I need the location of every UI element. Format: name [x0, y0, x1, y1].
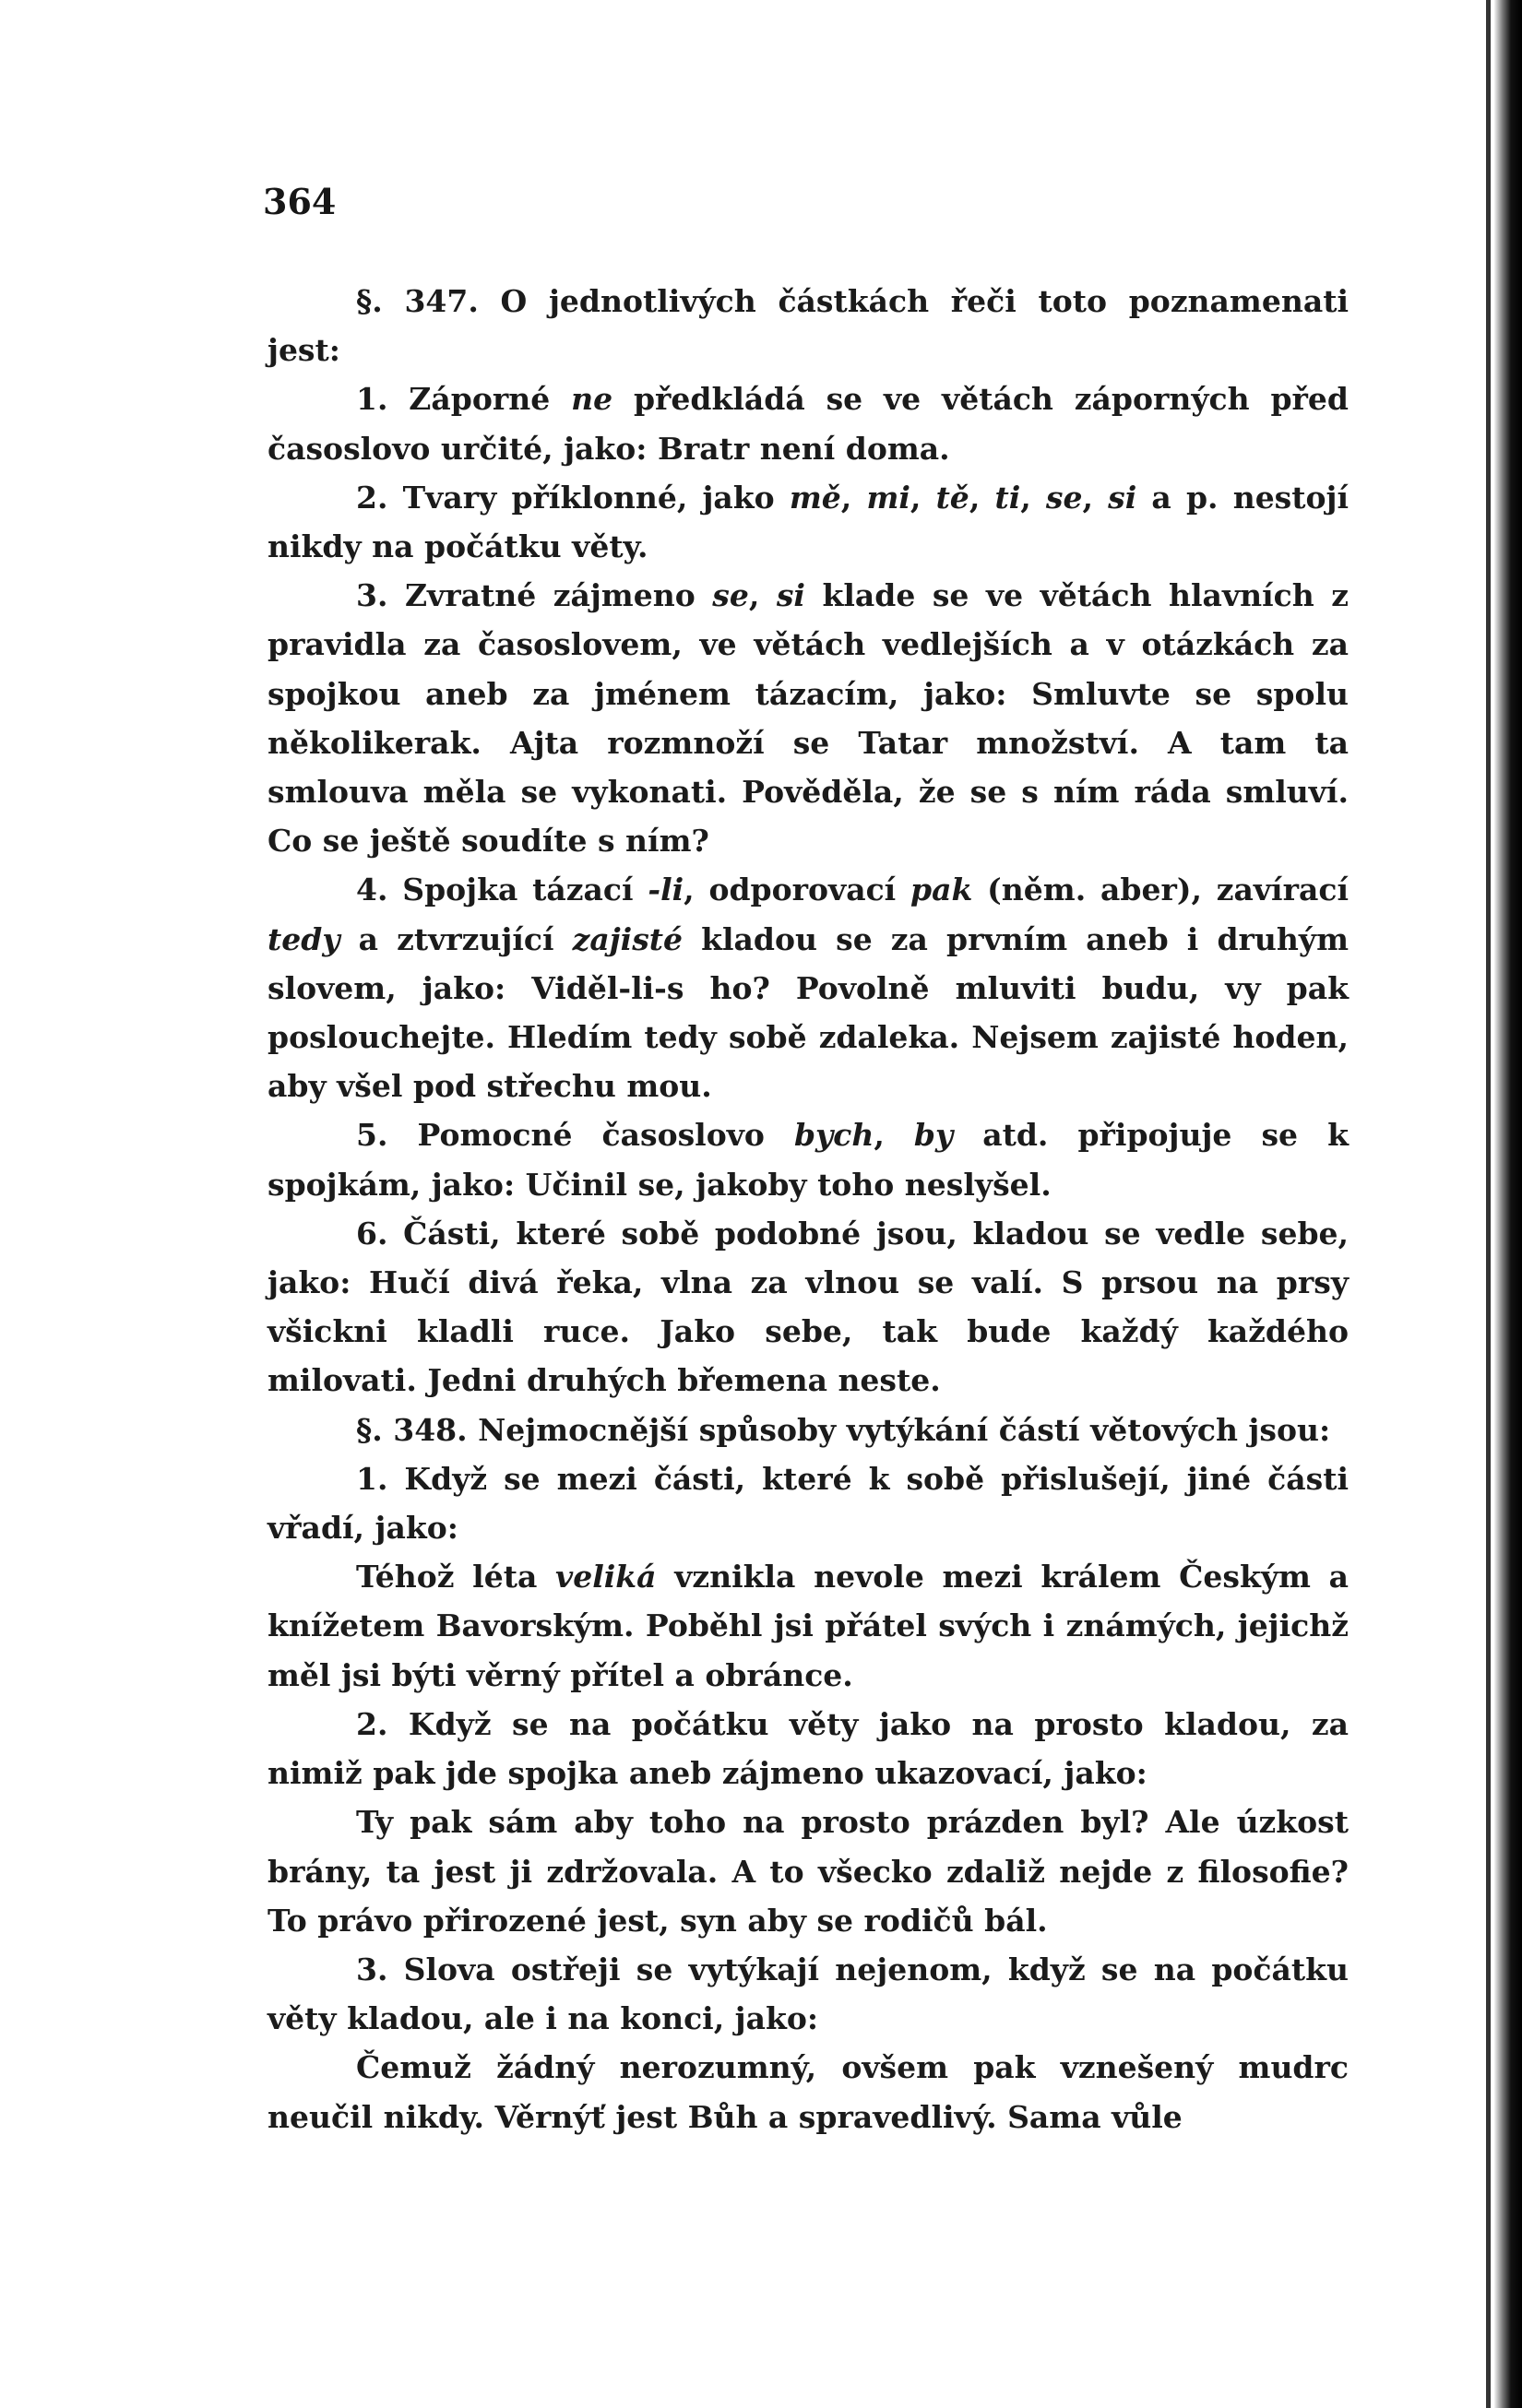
italic-run: se [1045, 479, 1083, 516]
text-run: 5. Pomocné časoslovo [356, 1117, 794, 1154]
text-run: 6. Části, které sobě podobné jsou, kladou se vedle sebe, jako: Hučí divá řeka, vlna za vlnou se valí. S prsou na prsy všickni kladli ruce. Jako sebe, tak bude každý každého milovati. Jedni druhých břemena neste. [268, 1215, 1349, 1399]
italic-run: tě [935, 479, 969, 516]
page-body-text [268, 277, 1349, 2141]
text-run: , odporovací [684, 872, 911, 908]
scan-edge-line [1486, 0, 1491, 2408]
italic-run: by [913, 1117, 954, 1154]
text-run: , [748, 577, 777, 614]
text-run: 4. Spojka tázací [356, 872, 648, 908]
italic-run: si [1108, 479, 1137, 516]
italic-run: tedy [268, 920, 340, 957]
italic-run: ne [571, 381, 613, 418]
italic-run: mi [866, 479, 910, 516]
paragraph [268, 1209, 1349, 1406]
paragraph [268, 2043, 1349, 2141]
page-number: 364 [263, 181, 337, 222]
text-run: 1. Když se mezi části, které k sobě přislušejí, jiné části vřadí, jako: [268, 1460, 1349, 1547]
italic-run: se [712, 577, 749, 614]
italic-run: veliká [555, 1559, 657, 1595]
text-run: 2. Když se na počátku věty jako na prosto kladou, za nimiž pak jde spojka aneb zájmeno ukazovací, jako: [268, 1705, 1349, 1792]
italic-run: -li [648, 872, 684, 908]
text-run: , [1020, 479, 1046, 516]
paragraph [268, 473, 1349, 571]
scan-edge-shadow [1494, 0, 1522, 2408]
italic-run: bych [793, 1117, 874, 1154]
text-run: atd. připojuje se k spojkám, jako: Učinil se, jakoby toho neslyšel. [268, 1117, 1349, 1203]
text-run: Téhož léta [356, 1559, 556, 1595]
paragraph [268, 277, 1349, 374]
text-run: , [910, 479, 936, 516]
text-run: Ty pak sám aby toho na prosto prázden byl? Ale úzkost brány, ta jest ji zdržovala. A to všecko zdaliž nejde z filosofie? To právo přirozené jest, syn aby se rodičů bál. [268, 1804, 1349, 1939]
text-run: 2. Tvary příklonné, jako [356, 479, 790, 516]
paragraph [268, 1797, 1349, 1945]
text-run: , [874, 1117, 914, 1154]
text-run: 3. Zvratné zájmeno [356, 577, 713, 614]
paragraph [268, 571, 1349, 865]
paragraph [268, 374, 1349, 472]
text-run: a ztvrzující [339, 920, 573, 957]
text-run: 3. Slova ostřeji se vytýkají nejenom, když se na počátku věty kladou, ale i na konci, jako: [268, 1951, 1349, 2037]
text-run: (něm. aber), zavírací [972, 872, 1349, 908]
text-run: §. 347. O jednotlivých částkách řeči toto poznamenati jest: [268, 283, 1349, 369]
italic-run: pak [910, 872, 973, 908]
paragraph [268, 1110, 1349, 1208]
paragraph [268, 1945, 1349, 2043]
text-run: kladou se za prvním aneb i druhým slovem, jako: Viděl-li-s ho? Povolně mluviti budu, vy pak poslouchejte. Hledím tedy sobě zdaleka. Nejsem zajisté hoden, aby všel pod střechu mou. [268, 920, 1349, 1105]
text-run: §. 348. Nejmocnější spůsoby vytýkání částí větových jsou: [356, 1411, 1331, 1448]
paragraph [268, 865, 1349, 1110]
text-run: vznikla nevole mezi králem Českým a knížetem Bavorským. Poběhl jsi přátel svých i známých, jejichž měl jsi býti věrný přítel a obránce. [268, 1559, 1349, 1693]
paragraph [268, 1406, 1349, 1454]
text-run: Čemuž žádný nerozumný, ovšem pak vznešený mudrc neučil nikdy. Věrnýť jest Bůh a spravedlivý. Sama vůle [268, 2049, 1349, 2135]
italic-run: ti [994, 479, 1021, 516]
text-run: , [1082, 479, 1109, 516]
text-run: , [840, 479, 867, 516]
italic-run: zajisté [572, 920, 684, 957]
text-run: 1. Záporné [356, 381, 572, 418]
text-run: , [969, 479, 995, 516]
italic-run: mě [789, 479, 841, 516]
italic-run: si [776, 577, 805, 614]
paragraph [268, 1454, 1349, 1552]
text-run: a p. nestojí nikdy na počátku věty. [268, 479, 1349, 565]
text-run: předkládá se ve větách záporných před časoslovo určité, jako: Bratr není doma. [268, 381, 1349, 467]
paragraph [268, 1700, 1349, 1797]
text-run: klade se ve větách hlavních z pravidla za časoslovem, ve větách vedlejších a v otázkách za spojkou aneb za jménem tázacím, jako: Smluvte se spolu několikerak. Ajta rozmnoží se Tatar množství. A tam ta smlouva měla se vykonati. Pověděla, že se s ním ráda smluví. Co se ještě soudíte s ním? [268, 577, 1349, 860]
paragraph [268, 1552, 1349, 1700]
